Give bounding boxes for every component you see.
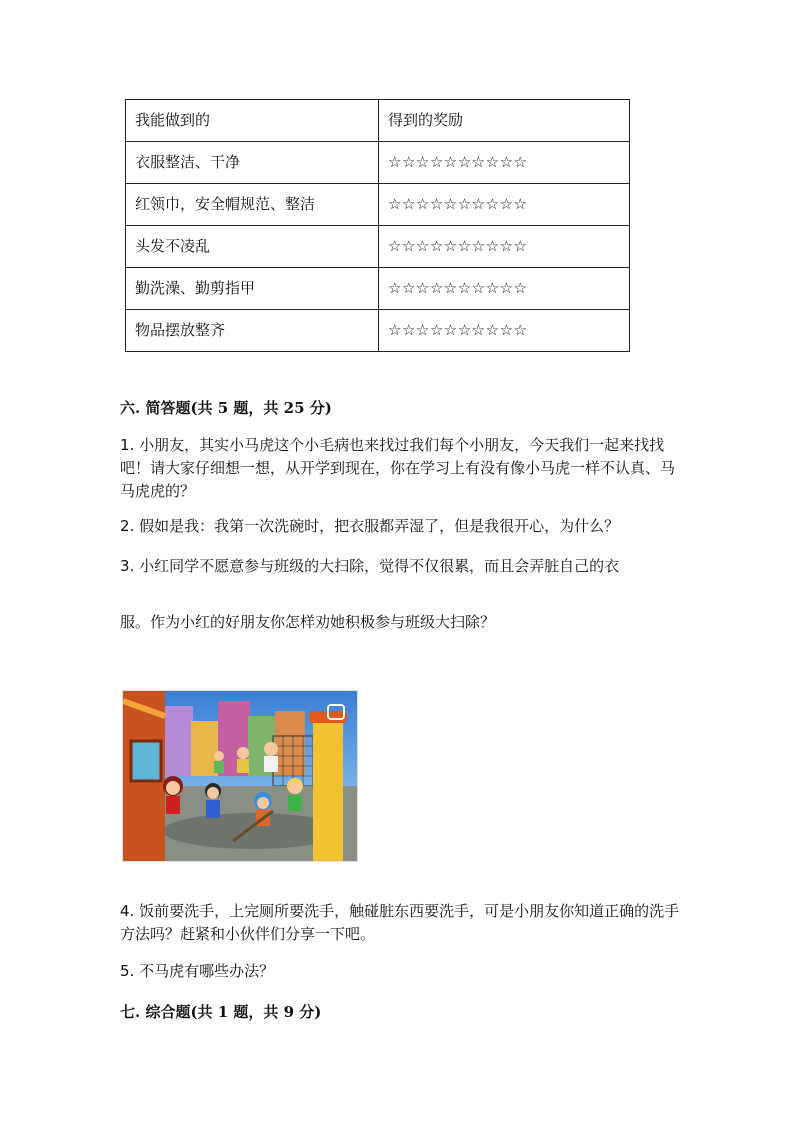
reward-cell: ☆☆☆☆☆☆☆☆☆☆ [379, 310, 630, 352]
item-cell: 红领巾，安全帽规范、整洁 [126, 184, 379, 226]
reward-cell: ☆☆☆☆☆☆☆☆☆☆ [379, 142, 630, 184]
item-cell: 头发不凌乱 [126, 226, 379, 268]
question-5: 5. 不马虎有哪些办法？ [120, 962, 275, 980]
item-cell: 物品摆放整齐 [126, 310, 379, 352]
cartoon-illustration [122, 690, 358, 862]
reward-cell: ☆☆☆☆☆☆☆☆☆☆ [379, 184, 630, 226]
section-6-title: 六. 简答题(共 5 题，共 25 分) [120, 399, 332, 417]
question-1: 1. 小朋友，其实小马虎这个小毛病也来找过我们每个小朋友，今天我们一起来找找吧！请大家仔细想一想，从开学到现在，你在学习上有没有像小马虎一样不认真、马马虎虎的？ [120, 436, 676, 500]
header-cell: 我能做到的 [126, 100, 379, 142]
table-row [126, 310, 630, 352]
table-header-row [126, 100, 630, 142]
question-2: 2. 假如是我：我第一次洗碗时，把衣服都弄湿了，但是我很开心，为什么？ [120, 517, 620, 535]
question-3-line-2: 服。作为小红的好朋友你怎样劝她积极参与班级大扫除？ [120, 613, 496, 631]
header-cell: 得到的奖励 [379, 100, 630, 142]
section-7-title: 七. 综合题(共 1 题，共 9 分) [120, 1003, 322, 1021]
reward-cell: ☆☆☆☆☆☆☆☆☆☆ [379, 268, 630, 310]
table-row [126, 184, 630, 226]
table-row [126, 268, 630, 310]
table-row [126, 142, 630, 184]
table-row [126, 226, 630, 268]
reward-cell: ☆☆☆☆☆☆☆☆☆☆ [379, 226, 630, 268]
item-cell: 勤洗澡、勤剪指甲 [126, 268, 379, 310]
reward-table [125, 99, 630, 352]
question-3-line-1: 3. 小红同学不愿意参与班级的大扫除，觉得不仅很累，而且会弄脏自己的衣 [120, 557, 620, 575]
question-4: 4. 饭前要洗手，上完厕所要洗手，触碰脏东西要洗手，可是小朋友你知道正确的洗手方法吗？赶紧和小伙伴们分享一下吧。 [120, 902, 680, 943]
cartoon-illustration-art [123, 691, 357, 861]
item-cell: 衣服整洁、干净 [126, 142, 379, 184]
